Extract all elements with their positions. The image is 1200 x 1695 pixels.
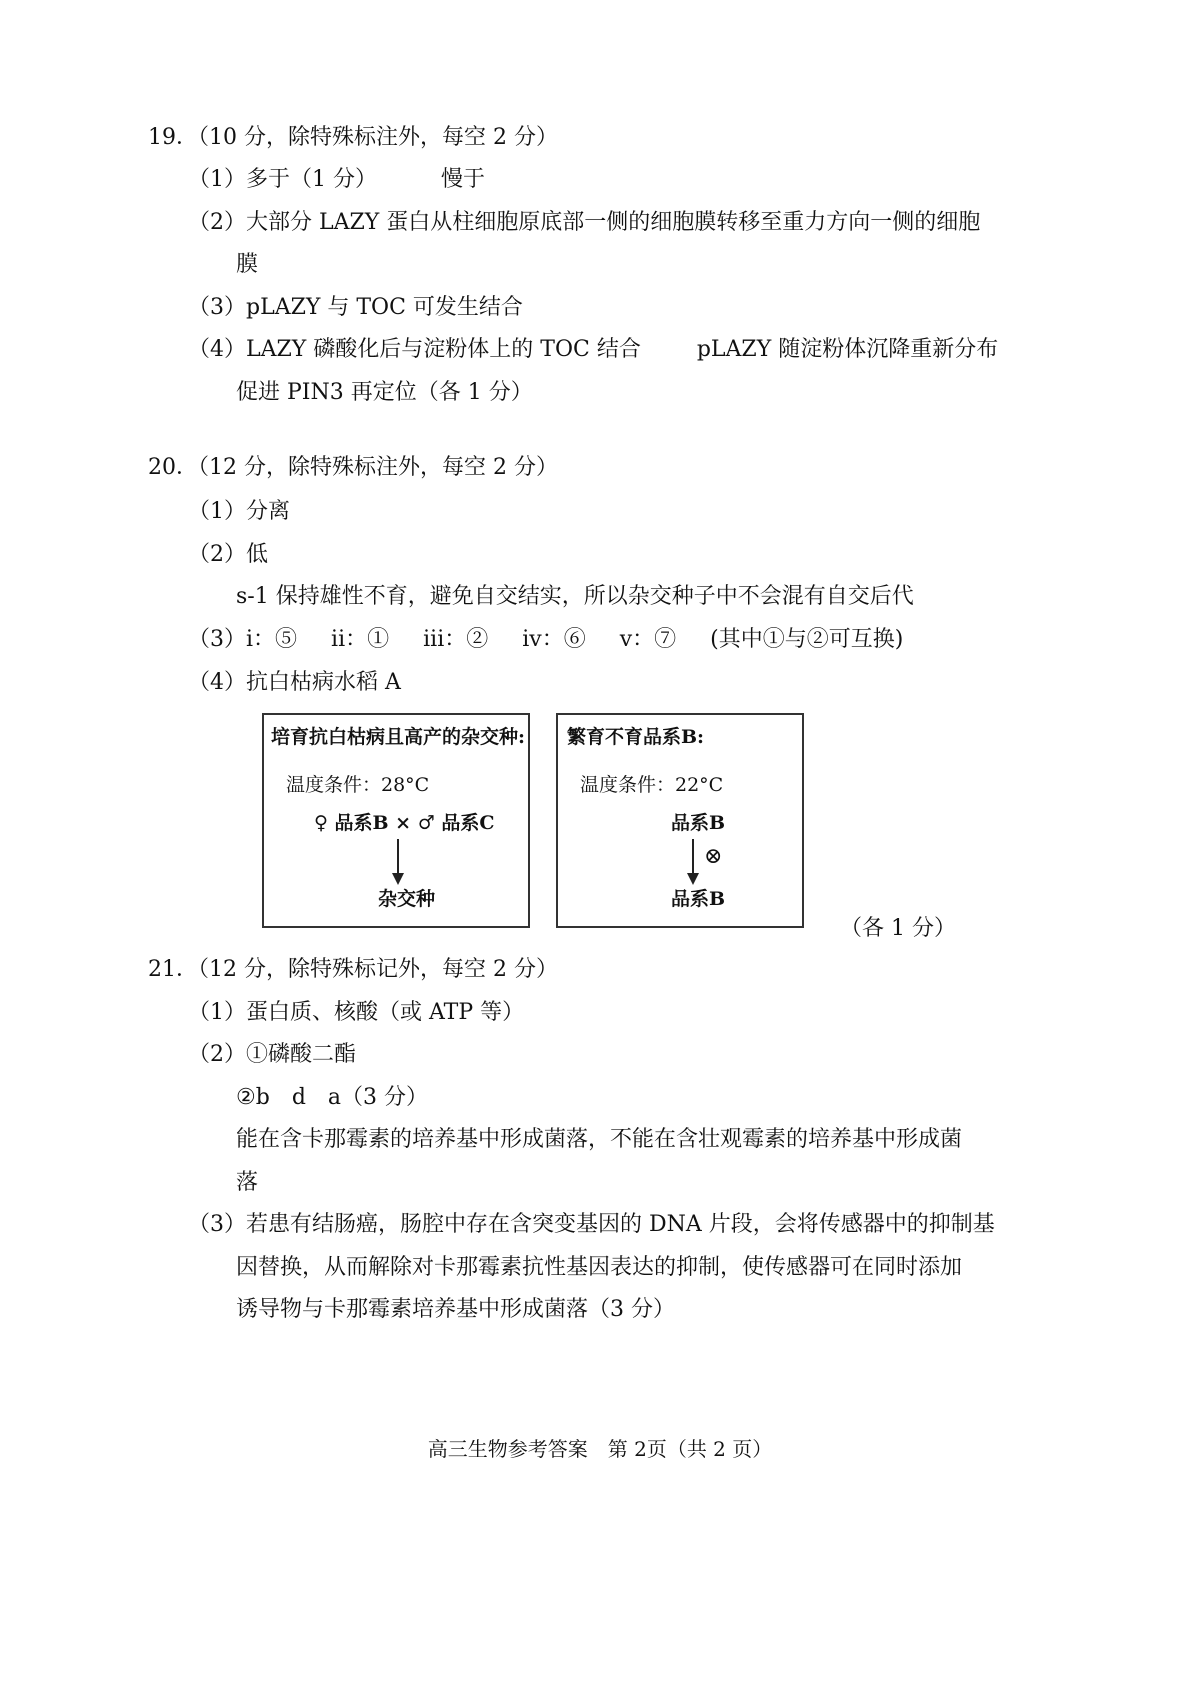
q20-a1-label: （1） (188, 499, 246, 524)
q21-a2-text-line3: 能在含卡那霉素的培养基中形成菌落，不能在含壮观霉素的培养基中形成菌 (236, 1127, 963, 1152)
box2-arrow-head (687, 873, 699, 885)
q21-a1-label: （1） (188, 1000, 246, 1025)
q21-a2-sub2 (236, 1083, 428, 1113)
box2-arrow-shaft (692, 839, 694, 875)
q19-a2-text-line2: 膜 (236, 252, 259, 277)
q21-a1-text: 蛋白质、核酸（或 ATP 等） (246, 1000, 525, 1025)
box1-cross: ♀ 品系B × ♂ 品系C (314, 812, 495, 834)
box1-temperature: 温度条件：28°C (286, 774, 430, 796)
q20-a3-i: i：⑤ (246, 627, 298, 652)
box1-result: 杂交种 (378, 888, 436, 910)
q20-a1-text: 分离 (246, 499, 291, 524)
q21-a3-text-line1: 若患有结肠癌，肠腔中存在含突变基因的 DNA 片段，会将传感器中的抑制基 (246, 1212, 995, 1237)
box2-temperature: 温度条件：22°C (580, 774, 724, 796)
q21-a2-label: （2） (188, 1042, 246, 1067)
q21-a2-sub2-1: ②b (236, 1085, 270, 1110)
q20-a2-label: （2） (188, 542, 246, 567)
box2-title: 繁育不育品系B: (567, 726, 705, 748)
q20-a3-note: (其中①与②可互换) (710, 627, 904, 652)
q20-a2-text-line2: s-1 保持雄性不育，避免自交结实，所以杂交种子中不会混有自交后代 (236, 584, 914, 609)
q19-a3-label: （3） (188, 295, 246, 320)
q20-a3-label: （3） (188, 627, 246, 652)
q21-a3-text-line3: 诱导物与卡那霉素培养基中形成菌落（3 分） (236, 1297, 675, 1322)
q21-answer-3 (188, 1210, 995, 1240)
q20-answer-1 (188, 497, 290, 527)
q19-a1-text1: 多于（1 分） (246, 167, 377, 192)
q19-title: 19．（10 分，除特殊标注外，每空 2 分） (148, 125, 558, 150)
q20-answer-3 (188, 625, 903, 655)
q20-a3-v: v：⑦ (619, 627, 677, 652)
q20-a4-text: 抗白枯病水稻 A (246, 670, 401, 695)
q20-answer-2 (188, 540, 268, 570)
q19-a2-label: （2） (188, 210, 246, 235)
q19-a3-text: pLAZY 与 TOC 可发生结合 (246, 295, 523, 320)
q20-a3-iii: iii：② (423, 627, 489, 652)
hybrid-breeding-box (262, 713, 530, 928)
q21-a2-sub2-2: d (291, 1085, 306, 1110)
q19-a1-label: （1） (188, 167, 246, 192)
q19-a4-label: （4） (188, 337, 246, 362)
q21-a3-text-line2: 因替换，从而解除对卡那霉素抗性基因表达的抑制，使传感器可在同时添加 (236, 1255, 963, 1280)
q20-a3-iv: iv：⑥ (522, 627, 586, 652)
q21-a2-sub2-3: a（3 分） (327, 1085, 429, 1110)
q19-a4-text-line2: 促进 PIN3 再定位（各 1 分） (236, 380, 533, 405)
q21-a2-text-line4: 落 (236, 1170, 259, 1195)
q20-a4-label: （4） (188, 670, 246, 695)
box1-arrow-head (392, 873, 404, 885)
page-footer: 高三生物参考答案 第 2页（共 2 页） (427, 1437, 773, 1461)
q19-answer-4 (188, 335, 998, 365)
q21-a2-text: ①磷酸二酯 (246, 1042, 357, 1067)
box-note: （各 1 分） (840, 916, 956, 941)
q19-a1-text2: 慢于 (441, 167, 486, 192)
q19-answer-3 (188, 293, 523, 323)
sterile-line-box (556, 713, 804, 928)
q19-a4-text1: LAZY 磷酸化后与淀粉体上的 TOC 结合 (246, 337, 641, 362)
q20-a2-text: 低 (246, 542, 269, 567)
q20-answer-4 (188, 668, 401, 698)
q19-answer-1 (188, 165, 485, 195)
q19-answer-2 (188, 208, 980, 238)
selfing-symbol-icon: ⊗ (704, 844, 723, 869)
q21-title: 21．（12 分，除特殊标记外，每空 2 分） (148, 957, 558, 982)
q21-answer-1 (188, 998, 524, 1028)
box2-top: 品系B (671, 812, 726, 834)
q20-a3-ii: ii：① (331, 627, 390, 652)
box1-arrow-shaft (397, 839, 399, 875)
q21-a3-label: （3） (188, 1212, 246, 1237)
q21-answer-2 (188, 1040, 356, 1070)
box2-result: 品系B (671, 888, 726, 910)
q20-title: 20．（12 分，除特殊标注外，每空 2 分） (148, 455, 558, 480)
q19-a2-text: 大部分 LAZY 蛋白从柱细胞原底部一侧的细胞膜转移至重力方向一侧的细胞 (246, 210, 981, 235)
box1-title: 培育抗白枯病且高产的杂交种: (271, 726, 526, 748)
q19-a4-text2: pLAZY 随淀粉体沉降重新分布 (696, 337, 999, 362)
